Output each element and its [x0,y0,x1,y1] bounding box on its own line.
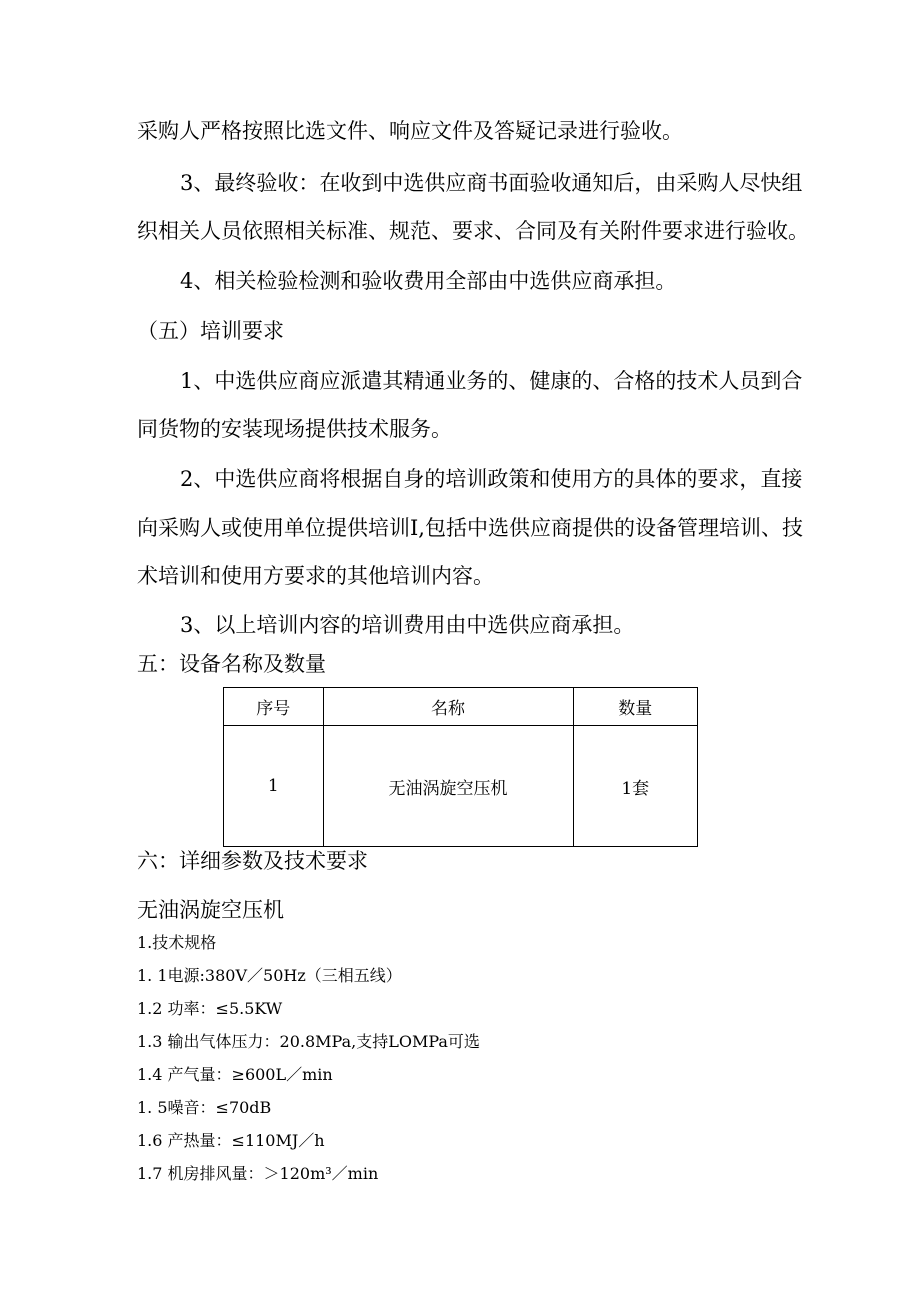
paragraph-training-2-line1: 2、中选供应商将根据自身的培训政策和使用方的具体的要求，直接 [180,467,803,491]
spec-heading: 1.技术规格 [137,933,217,952]
table-cell-index: 1 [224,726,324,847]
paragraph-final-acceptance-line1: 3、最终验收：在收到中选供应商书面验收通知后，由采购人尽快组 [180,171,803,195]
paragraph-final-acceptance-line2: 织相关人员依照相关标准、规范、要求、合同及有关附件要求进行验收。 [137,219,809,243]
paragraph-training-3: 3、以上培训内容的培训费用由中选供应商承担。 [180,613,635,637]
spec-item: 1.7 机房排风量：＞120m³／min [137,1164,379,1183]
section-6-title: 六：详细参数及技术要求 [137,849,368,873]
spec-item: 1.4 产气量：≥600L／min [137,1065,333,1084]
table-header-row [224,688,698,726]
spec-item: 1.6 产热量：≤110MJ／h [137,1131,325,1150]
table-header-quantity: 数量 [573,688,698,726]
spec-item: 1. 5噪音：≤70dB [137,1098,272,1117]
table-header-name: 名称 [323,688,573,726]
paragraph-inspection-fees: 4、相关检验检测和验收费用全部由中选供应商承担。 [180,269,677,293]
equipment-subtitle: 无油涡旋空压机 [137,898,284,922]
spec-item: 1.3 输出气体压力：20.8MPa,支持LOMPa可选 [137,1032,480,1051]
paragraph-training-2-line3: 术培训和使用方要求的其他培训内容。 [137,564,494,588]
paragraph-training-2-line2: 向采购人或使用单位提供培训I,包括中选供应商提供的设备管理培训、技 [137,516,803,540]
paragraph-training-1-line2: 同货物的安装现场提供技术服务。 [137,417,452,441]
table-header-index: 序号 [224,688,324,726]
spec-item: 1. 1电源:380V／50Hz（三相五线） [137,966,402,985]
table-cell-quantity: 1套 [573,726,698,847]
heading-training-requirements: （五）培训要求 [137,319,284,343]
spec-item: 1.2 功率：≤5.5KW [137,999,283,1018]
table-cell-name: 无油涡旋空压机 [323,726,573,847]
equipment-table [223,687,698,847]
paragraph-training-1-line1: 1、中选供应商应派遣其精通业务的、健康的、合格的技术人员到合 [180,369,803,393]
section-5-title: 五：设备名称及数量 [137,652,326,676]
paragraph-acceptance-basis: 采购人严格按照比选文件、响应文件及答疑记录进行验收。 [137,119,683,143]
table-row [224,726,698,847]
